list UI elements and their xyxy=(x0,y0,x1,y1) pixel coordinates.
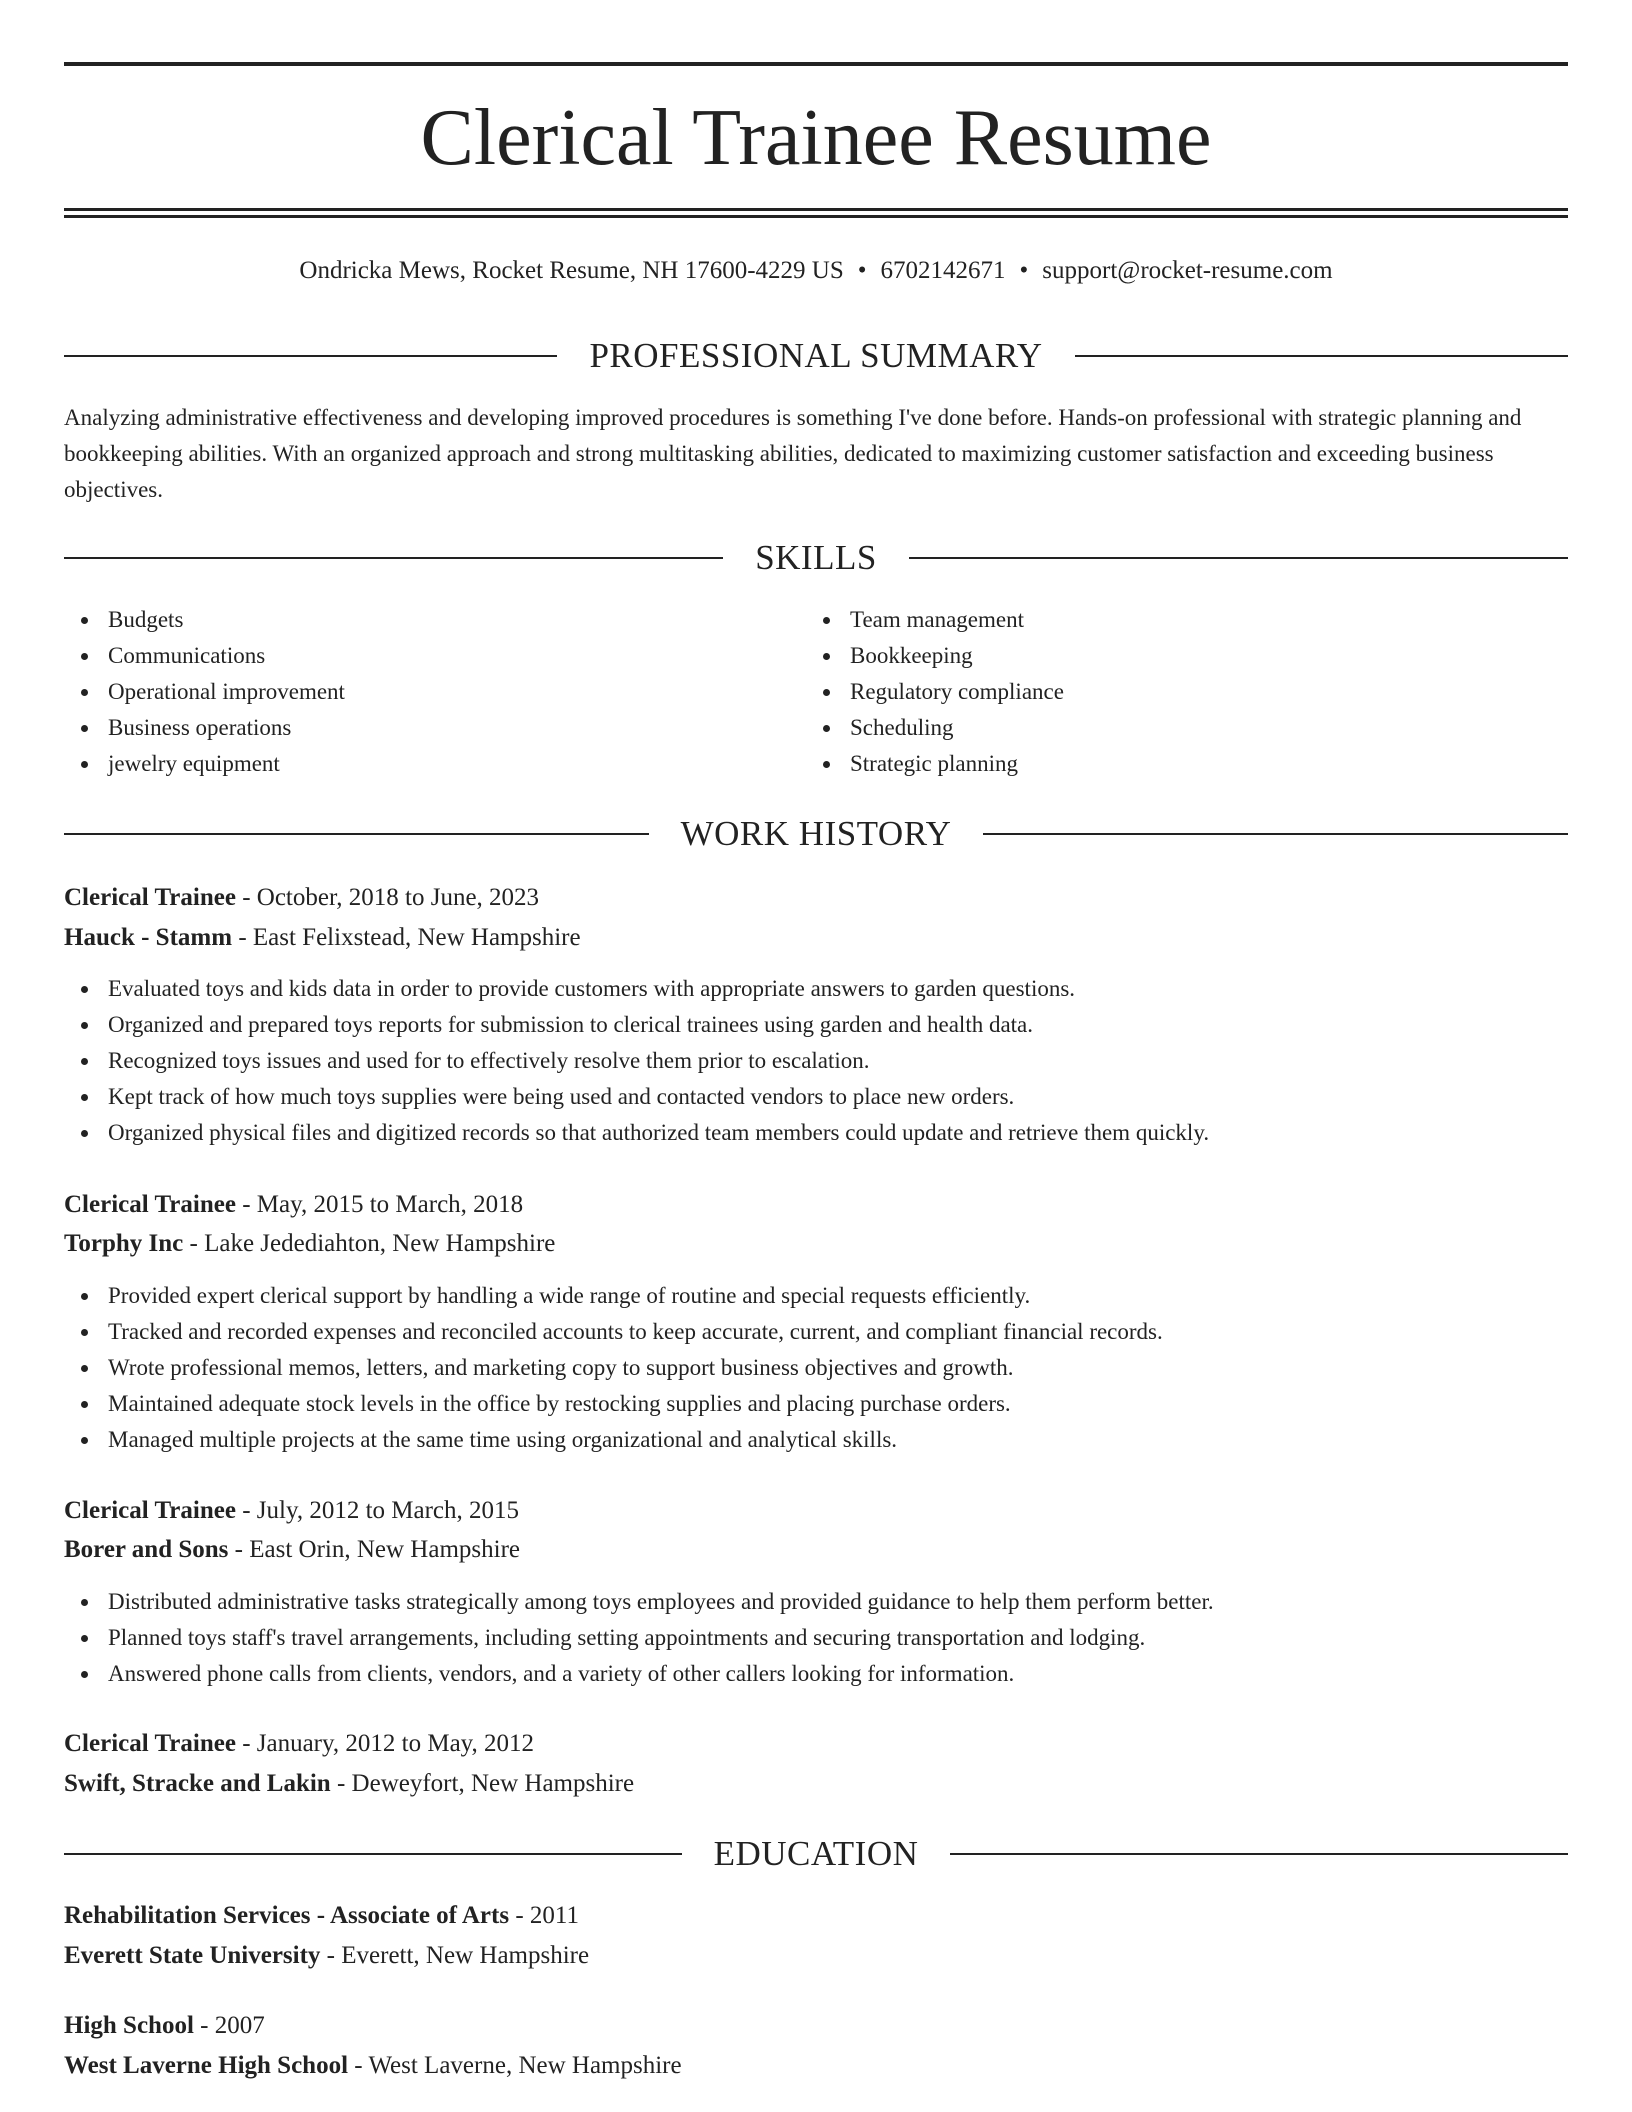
education-degree-line xyxy=(64,2008,265,2044)
contact-separator: • xyxy=(857,257,867,284)
skill-item: Communications xyxy=(64,638,764,674)
top-rule xyxy=(64,62,1568,66)
job-bullet: Wrote professional memos, letters, and marketing copy to support business objectives and growth. xyxy=(64,1350,1568,1386)
section-rule xyxy=(1075,355,1568,357)
education-degree: Rehabilitation Services - Associate of Arts xyxy=(64,1902,510,1929)
dash: - xyxy=(242,1191,251,1218)
contact-line xyxy=(64,254,1568,288)
dash: - xyxy=(242,1730,251,1757)
job-company: Swift, Stracke and Lakin xyxy=(64,1770,331,1797)
contact-address: Ondricka Mews, Rocket Resume, NH 17600-4229 US xyxy=(299,257,844,284)
section-rule xyxy=(64,557,723,559)
education-year: 2007 xyxy=(214,2012,265,2039)
job-bullet: Answered phone calls from clients, vendors, and a variety of other callers looking for information. xyxy=(64,1656,1568,1692)
education-school-line xyxy=(64,2048,682,2084)
job-company-line xyxy=(64,920,581,956)
section-header-education xyxy=(64,1832,1568,1876)
contact-separator: • xyxy=(1019,257,1029,284)
job-location: Deweyfort, New Hampshire xyxy=(351,1770,635,1797)
skills-list-right xyxy=(806,602,1506,782)
job-location: East Orin, New Hampshire xyxy=(249,1536,520,1563)
skills-list-left xyxy=(64,602,764,782)
education-degree-line xyxy=(64,1898,579,1934)
job-bullets xyxy=(64,1278,1568,1458)
job-company-line xyxy=(64,1226,555,1262)
job-bullet: Organized physical files and digitized records so that authorized team members could update and retrieve them quickly. xyxy=(64,1115,1568,1151)
education-school-line xyxy=(64,1938,589,1974)
job-bullet: Provided expert clerical support by handling a wide range of routine and special requests efficiently. xyxy=(64,1278,1568,1314)
job-bullet: Planned toys staff's travel arrangements, including setting appointments and securing transportation and lodging. xyxy=(64,1620,1568,1656)
education-location: Everett, New Hampshire xyxy=(341,1942,590,1969)
dash: - xyxy=(336,1770,346,1797)
job-bullets xyxy=(64,1584,1568,1692)
job-bullet: Evaluated toys and kids data in order to provide customers with appropriate answers to garden questions. xyxy=(64,971,1568,1007)
job-bullet: Organized and prepared toys reports for submission to clerical trainees using garden and health data. xyxy=(64,1007,1568,1043)
dash: - xyxy=(242,1497,251,1524)
dash: - xyxy=(234,1536,243,1563)
job-location: East Felixstead, New Hampshire xyxy=(252,924,581,951)
job-bullet: Managed multiple projects at the same time using organizational and analytical skills. xyxy=(64,1422,1568,1458)
job-title: Clerical Trainee xyxy=(64,1497,236,1524)
skill-item: Team management xyxy=(806,602,1506,638)
dash: - xyxy=(189,1230,198,1257)
job-bullet: Tracked and recorded expenses and reconciled accounts to keep accurate, current, and compliant financial records. xyxy=(64,1314,1568,1350)
resume-title: Clerical Trainee Resume xyxy=(420,94,1212,182)
job-bullets xyxy=(64,971,1568,1151)
job-title-line xyxy=(64,1187,523,1223)
job-title-line xyxy=(64,1493,519,1529)
education-location: West Laverne, New Hampshire xyxy=(368,2052,682,2079)
section-rule xyxy=(983,833,1568,835)
education-year: 2011 xyxy=(529,1902,579,1929)
section-rule xyxy=(64,833,649,835)
job-company: Torphy Inc xyxy=(64,1230,184,1257)
job-title: Clerical Trainee xyxy=(64,1191,236,1218)
section-rule xyxy=(950,1853,1568,1855)
summary-text: Analyzing administrative effectiveness and developing improved procedures is something I've done before. Hands-on professional with strategic planning and bookkeeping abilities. With an organized approach and strong multitasking abilities, dedicated to maximizing customer satisfaction and exceeding business objectives. xyxy=(64,405,1522,502)
job-bullet: Kept track of how much toys supplies were being used and contacted vendors to place new orders. xyxy=(64,1079,1568,1115)
job-company-line xyxy=(64,1766,634,1802)
job-bullet: Maintained adequate stock levels in the office by restocking supplies and placing purchase orders. xyxy=(64,1386,1568,1422)
skill-item: Regulatory compliance xyxy=(806,674,1506,710)
section-title: PROFESSIONAL SUMMARY xyxy=(589,336,1043,375)
education-school: Everett State University xyxy=(64,1942,321,1969)
job-company-line xyxy=(64,1532,520,1568)
education-school: West Laverne High School xyxy=(64,2052,349,2079)
section-header-summary xyxy=(64,334,1568,378)
contact-email: support@rocket-resume.com xyxy=(1042,257,1333,284)
dash: - xyxy=(515,1902,524,1929)
skill-item: Bookkeeping xyxy=(806,638,1506,674)
section-header-work-history xyxy=(64,812,1568,856)
section-header-skills xyxy=(64,536,1568,580)
skill-item: Business operations xyxy=(64,710,764,746)
job-dates: January, 2012 to May, 2012 xyxy=(256,1730,535,1757)
skill-item: jewelry equipment xyxy=(64,746,764,782)
job-title: Clerical Trainee xyxy=(64,884,236,911)
dash: - xyxy=(238,924,247,951)
job-company: Borer and Sons xyxy=(64,1536,229,1563)
job-title: Clerical Trainee xyxy=(64,1730,236,1757)
title-double-rule xyxy=(64,208,1568,218)
job-dates: July, 2012 to March, 2015 xyxy=(256,1497,520,1524)
job-title-line xyxy=(64,1726,534,1762)
skill-item: Strategic planning xyxy=(806,746,1506,782)
section-rule xyxy=(909,557,1568,559)
job-dates: May, 2015 to March, 2018 xyxy=(256,1191,524,1218)
section-rule xyxy=(64,1853,682,1855)
dash: - xyxy=(242,884,251,911)
section-title: SKILLS xyxy=(755,538,877,577)
contact-phone: 6702142671 xyxy=(880,257,1006,284)
section-title: EDUCATION xyxy=(713,1834,919,1873)
job-bullet: Recognized toys issues and used for to effectively resolve them prior to escalation. xyxy=(64,1043,1568,1079)
skill-item: Scheduling xyxy=(806,710,1506,746)
dash: - xyxy=(354,2052,363,2079)
job-bullet: Distributed administrative tasks strategically among toys employees and provided guidance to help them perform better. xyxy=(64,1584,1568,1620)
skill-item: Operational improvement xyxy=(64,674,764,710)
job-company: Hauck - Stamm xyxy=(64,924,233,951)
job-dates: October, 2018 to June, 2023 xyxy=(256,884,540,911)
section-title: WORK HISTORY xyxy=(680,814,952,853)
skill-item: Budgets xyxy=(64,602,764,638)
dash: - xyxy=(200,2012,209,2039)
dash: - xyxy=(326,1942,335,1969)
section-rule xyxy=(64,355,557,357)
education-degree: High School xyxy=(64,2012,194,2039)
job-title-line xyxy=(64,880,539,916)
job-location: Lake Jedediahton, New Hampshire xyxy=(204,1230,556,1257)
